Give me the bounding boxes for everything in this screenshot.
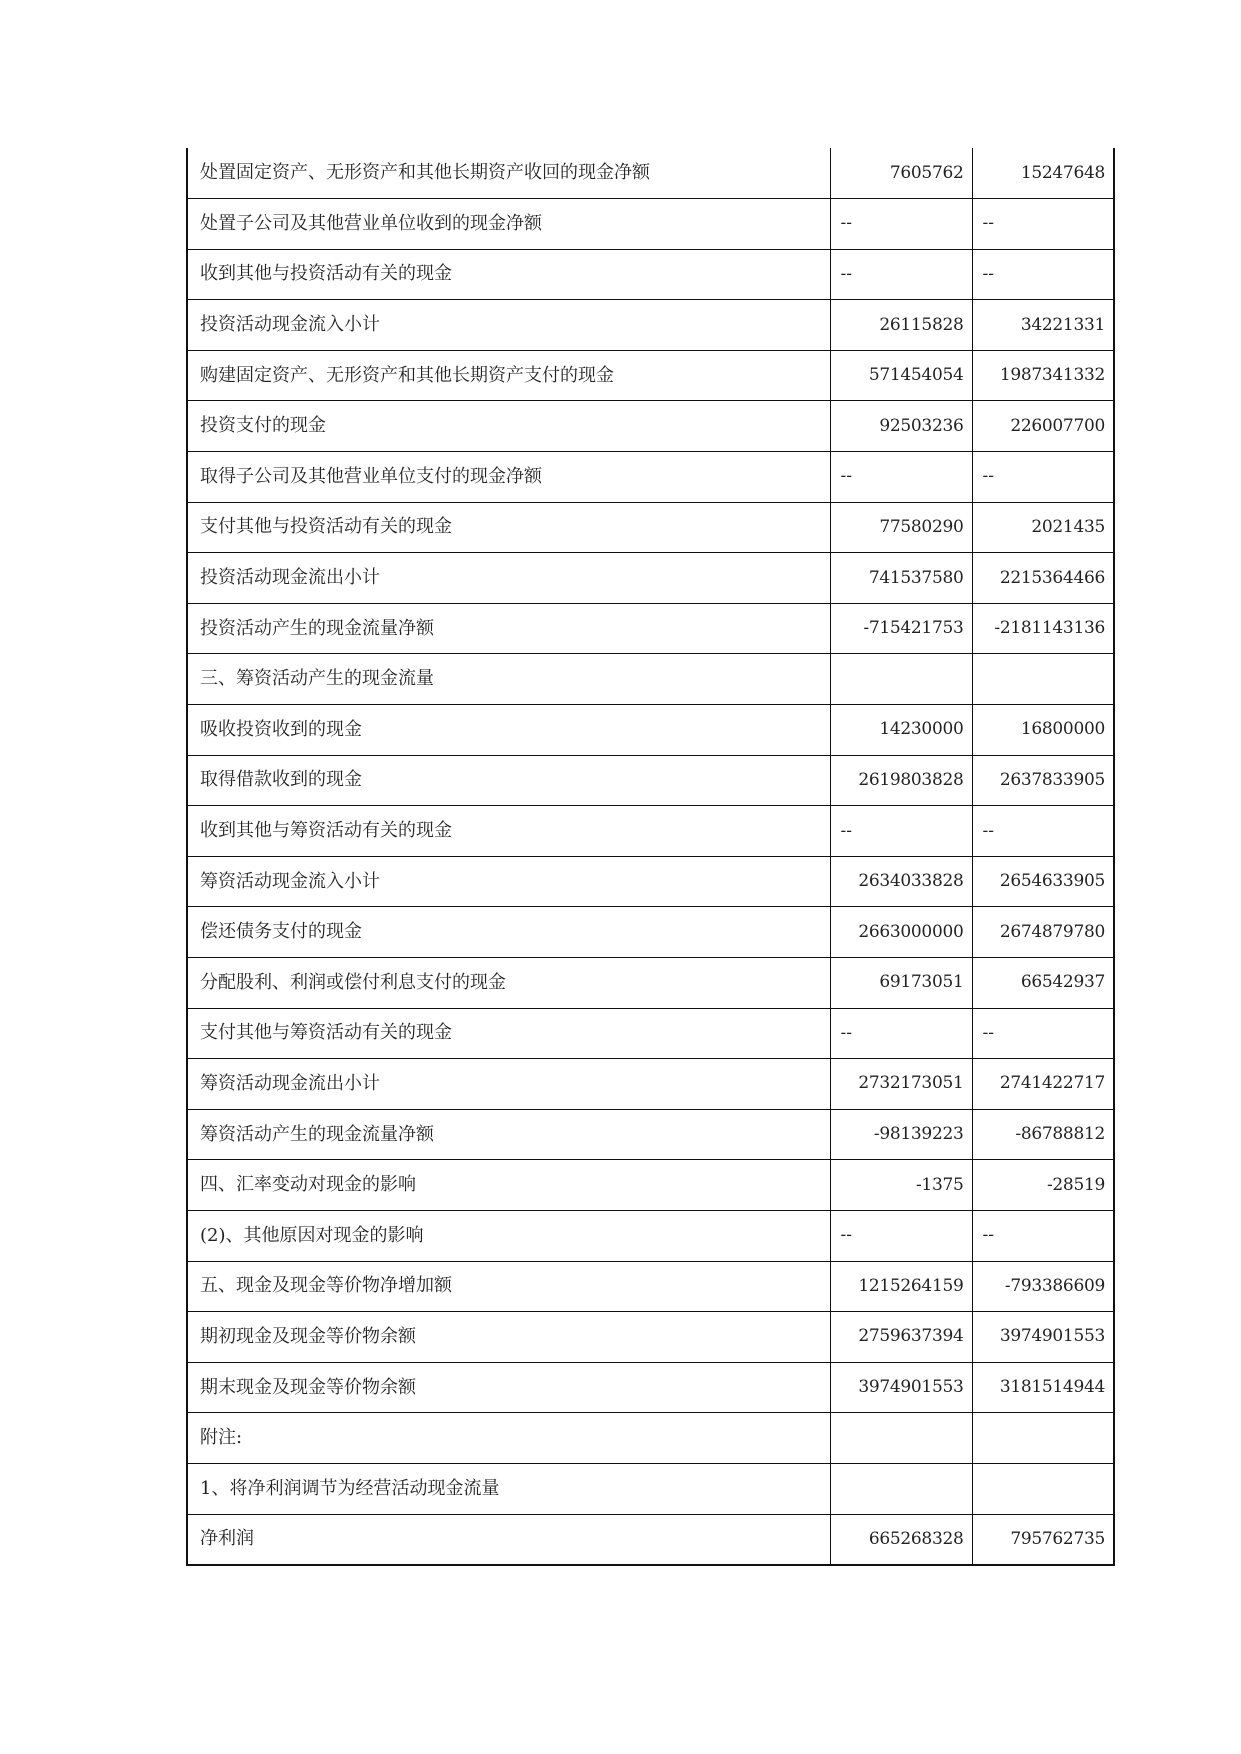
table-row: [187, 958, 1114, 1009]
row-value-current: 7605762: [830, 148, 972, 199]
table-row: [187, 199, 1114, 250]
row-value-current: 1215264159: [830, 1261, 972, 1312]
table-row: [187, 1362, 1114, 1413]
row-value-previous: 2021435: [972, 502, 1114, 553]
table-row: [187, 1059, 1114, 1110]
table-row: [187, 300, 1114, 351]
table-row: [187, 148, 1114, 199]
row-value-current: 26115828: [830, 300, 972, 351]
row-item-label: 三、筹资活动产生的现金流量: [187, 654, 830, 705]
cash-flow-table: [186, 148, 1115, 1566]
row-value-current: 665268328: [830, 1514, 972, 1565]
table-row: [187, 1261, 1114, 1312]
row-item-label: 筹资活动现金流入小计: [187, 856, 830, 907]
table-row: [187, 452, 1114, 503]
table-row: [187, 350, 1114, 401]
row-value-previous: 2215364466: [972, 553, 1114, 604]
row-value-previous: 3974901553: [972, 1312, 1114, 1363]
row-value-previous: 2637833905: [972, 755, 1114, 806]
row-item-label: 取得子公司及其他营业单位支付的现金净额: [187, 452, 830, 503]
row-item-label: 支付其他与投资活动有关的现金: [187, 502, 830, 553]
row-item-label: 筹资活动产生的现金流量净额: [187, 1109, 830, 1160]
table-row: [187, 401, 1114, 452]
table-row: [187, 806, 1114, 857]
row-value-previous: --: [972, 199, 1114, 250]
row-value-previous: --: [972, 1008, 1114, 1059]
row-value-current: --: [830, 1210, 972, 1261]
row-item-label: 吸收投资收到的现金: [187, 705, 830, 756]
row-item-label: 购建固定资产、无形资产和其他长期资产支付的现金: [187, 350, 830, 401]
row-item-label: 投资活动产生的现金流量净额: [187, 603, 830, 654]
row-item-label: 收到其他与投资活动有关的现金: [187, 249, 830, 300]
row-value-current: --: [830, 199, 972, 250]
table-row: [187, 1312, 1114, 1363]
row-value-previous: --: [972, 249, 1114, 300]
row-value-previous: 15247648: [972, 148, 1114, 199]
cash-flow-table-body: [187, 148, 1114, 1565]
row-item-label: 期初现金及现金等价物余额: [187, 1312, 830, 1363]
row-item-label: 期末现金及现金等价物余额: [187, 1362, 830, 1413]
table-row: [187, 1160, 1114, 1211]
row-value-previous: 3181514944: [972, 1362, 1114, 1413]
row-item-label: 偿还债务支付的现金: [187, 907, 830, 958]
row-value-previous: 2674879780: [972, 907, 1114, 958]
row-value-previous: -86788812: [972, 1109, 1114, 1160]
row-value-current: 2759637394: [830, 1312, 972, 1363]
table-row: [187, 856, 1114, 907]
table-row: [187, 1109, 1114, 1160]
row-value-previous: 1987341332: [972, 350, 1114, 401]
row-value-current: [830, 1413, 972, 1464]
table-row: [187, 603, 1114, 654]
row-item-label: 取得借款收到的现金: [187, 755, 830, 806]
table-row: [187, 755, 1114, 806]
row-value-current: 2732173051: [830, 1059, 972, 1110]
row-value-previous: -793386609: [972, 1261, 1114, 1312]
row-item-label: 支付其他与筹资活动有关的现金: [187, 1008, 830, 1059]
row-value-previous: --: [972, 452, 1114, 503]
row-value-current: --: [830, 249, 972, 300]
row-item-label: 净利润: [187, 1514, 830, 1565]
table-row: [187, 705, 1114, 756]
row-value-previous: 2741422717: [972, 1059, 1114, 1110]
row-value-current: 2619803828: [830, 755, 972, 806]
row-value-current: 14230000: [830, 705, 972, 756]
row-value-current: [830, 1463, 972, 1514]
row-value-current: 2634033828: [830, 856, 972, 907]
row-value-previous: 66542937: [972, 958, 1114, 1009]
row-value-current: 2663000000: [830, 907, 972, 958]
row-item-label: 收到其他与筹资活动有关的现金: [187, 806, 830, 857]
row-value-previous: [972, 1413, 1114, 1464]
row-value-previous: 2654633905: [972, 856, 1114, 907]
row-item-label: 投资活动现金流出小计: [187, 553, 830, 604]
row-item-label: 投资支付的现金: [187, 401, 830, 452]
table-row: [187, 1463, 1114, 1514]
table-row: [187, 654, 1114, 705]
row-item-label: 投资活动现金流入小计: [187, 300, 830, 351]
row-value-current: 741537580: [830, 553, 972, 604]
row-value-current: --: [830, 452, 972, 503]
row-item-label: 处置固定资产、无形资产和其他长期资产收回的现金净额: [187, 148, 830, 199]
row-item-label: 1、将净利润调节为经营活动现金流量: [187, 1463, 830, 1514]
row-item-label: 处置子公司及其他营业单位收到的现金净额: [187, 199, 830, 250]
table-row: [187, 1413, 1114, 1464]
row-item-label: 五、现金及现金等价物净增加额: [187, 1261, 830, 1312]
row-value-previous: --: [972, 806, 1114, 857]
row-item-label: (2)、其他原因对现金的影响: [187, 1210, 830, 1261]
row-item-label: 分配股利、利润或偿付利息支付的现金: [187, 958, 830, 1009]
row-value-current: --: [830, 806, 972, 857]
row-value-current: -715421753: [830, 603, 972, 654]
table-row: [187, 1210, 1114, 1261]
table-row: [187, 907, 1114, 958]
table-row: [187, 249, 1114, 300]
row-value-previous: -2181143136: [972, 603, 1114, 654]
row-item-label: 筹资活动现金流出小计: [187, 1059, 830, 1110]
row-value-current: -98139223: [830, 1109, 972, 1160]
row-value-current: 571454054: [830, 350, 972, 401]
row-value-previous: -28519: [972, 1160, 1114, 1211]
row-value-current: --: [830, 1008, 972, 1059]
table-row: [187, 502, 1114, 553]
table-row: [187, 1514, 1114, 1565]
row-value-current: 92503236: [830, 401, 972, 452]
row-item-label: 附注:: [187, 1413, 830, 1464]
row-value-current: 3974901553: [830, 1362, 972, 1413]
row-value-current: [830, 654, 972, 705]
row-value-current: -1375: [830, 1160, 972, 1211]
row-value-current: 69173051: [830, 958, 972, 1009]
row-value-previous: 795762735: [972, 1514, 1114, 1565]
row-value-current: 77580290: [830, 502, 972, 553]
row-value-previous: [972, 654, 1114, 705]
row-item-label: 四、汇率变动对现金的影响: [187, 1160, 830, 1211]
row-value-previous: 16800000: [972, 705, 1114, 756]
row-value-previous: 226007700: [972, 401, 1114, 452]
row-value-previous: --: [972, 1210, 1114, 1261]
table-row: [187, 553, 1114, 604]
table-row: [187, 1008, 1114, 1059]
row-value-previous: [972, 1463, 1114, 1514]
row-value-previous: 34221331: [972, 300, 1114, 351]
